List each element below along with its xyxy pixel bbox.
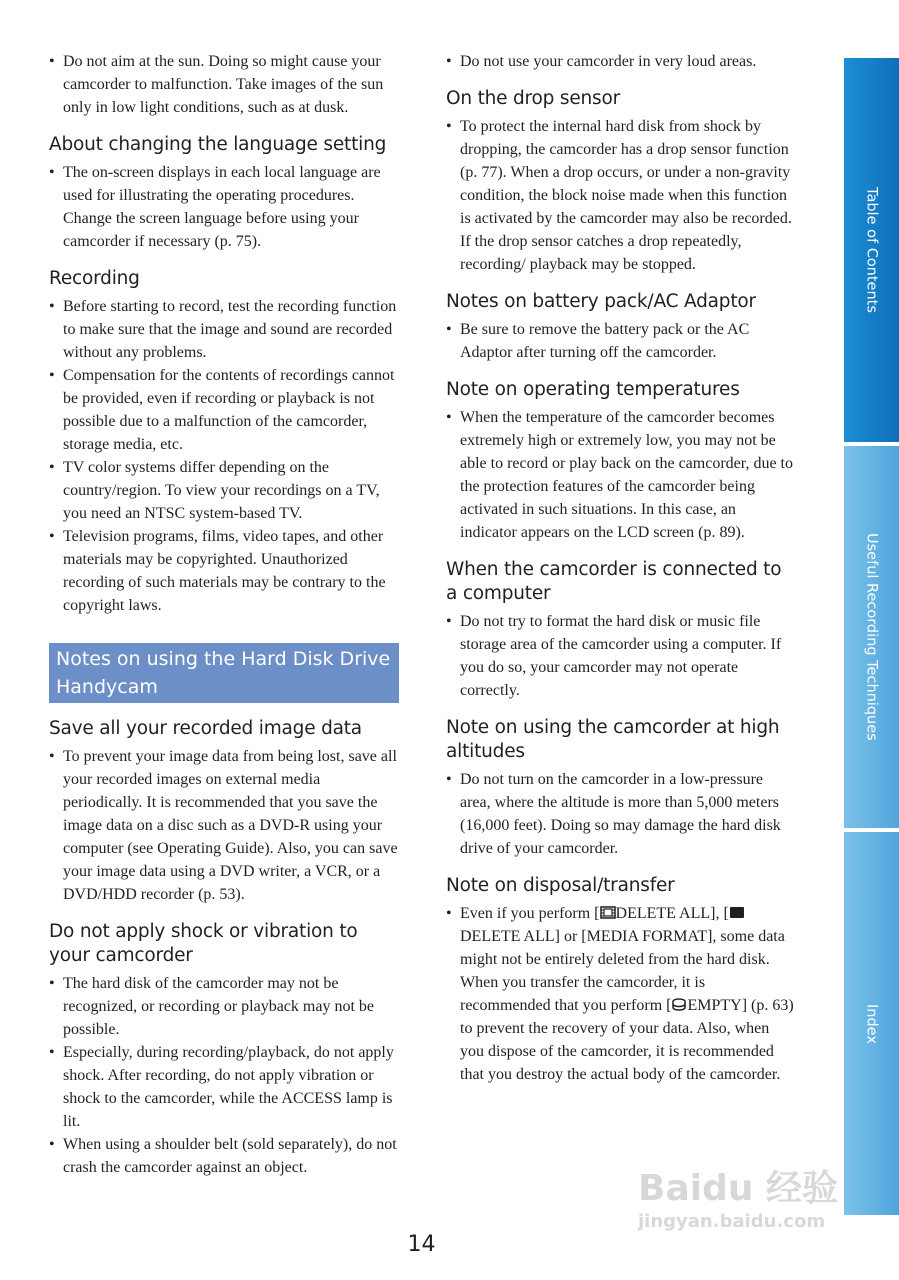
section-heading: Note on using the camcorder at high altitudes (446, 717, 780, 762)
list-item: • To prevent your image data from being lost, save all your recorded images on external media periodically. It is recommended that you save the image data on a disc such as a DVD-R using your computer (see Operating Guide). Also, you can save your image data using a DVD writer, a VCR, or a DVD/HDD recorder (p. 53). (49, 745, 399, 906)
list-item: • The hard disk of the camcorder may not be recognized, or recording or playback may not be possible. (49, 972, 399, 1041)
text: DELETE ALL] or [MEDIA FORMAT], some data might not be entirely deleted from the hard disk. When you transfer the camcorder, it is recommended that you perform [ (460, 928, 785, 1014)
section-heading: Do not apply shock or vibration to your camcorder (49, 921, 358, 966)
text: Even if you perform [ (460, 905, 600, 922)
section-heading: Note on operating temperatures (446, 379, 740, 400)
intro-list (446, 50, 794, 73)
list-item: • Do not use your camcorder in very loud areas. (446, 50, 794, 73)
list-item: • Do not turn on the camcorder in a low-pressure area, where the altitude is more than 5,000 meters (16,000 feet). Doing so may damage the hard disk drive of your camcorder. (446, 768, 794, 860)
tab-table-of-contents[interactable] (844, 58, 899, 442)
section (49, 267, 399, 617)
list-item (446, 902, 794, 1086)
section-disposal (446, 874, 794, 1086)
list-item: • TV color systems differ depending on the country/region. To view your recordings on a TV, you need an NTSC system-based TV. (49, 456, 399, 525)
sections-right (446, 87, 794, 860)
hdd-icon (671, 998, 687, 1011)
intro-list (49, 50, 399, 119)
watermark (638, 1160, 838, 1232)
sections-top (49, 133, 399, 617)
tab-label: Index (863, 1003, 880, 1044)
section (49, 920, 399, 1179)
section (446, 87, 794, 276)
section-heading: Recording (49, 268, 140, 289)
tab-useful-recording-techniques[interactable] (844, 446, 899, 828)
section-heading: On the drop sensor (446, 88, 621, 109)
list-item: • Especially, during recording/playback, do not apply shock. After recording, do not apply vibration or shock to the camcorder, while the ACCESS lamp is lit. (49, 1041, 399, 1133)
tab-label: Useful Recording Techniques (863, 533, 880, 741)
list-item: • Do not aim at the sun. Doing so might cause your camcorder to malfunction. Take images of the sun only in low light conditions, such as at dusk. (49, 50, 399, 119)
list-item: • Compensation for the contents of recordings cannot be provided, even if recording or playback is not possible due to a malfunction of the camcorder, storage media, etc. (49, 364, 399, 456)
section (446, 378, 794, 544)
section-heading: Note on disposal/transfer (446, 875, 675, 896)
section (446, 558, 794, 702)
page-number: 14 (407, 1232, 436, 1257)
section-heading: When the camcorder is connected to a computer (446, 559, 782, 604)
photo-icon (729, 906, 745, 919)
list-item: • Do not try to format the hard disk or music file storage area of the camcorder using a computer. If you do so, your camcorder may not operate correctly. (446, 610, 794, 702)
watermark-url: jingyan.baidu.com (638, 1211, 826, 1232)
list-item: • Before starting to record, test the recording function to make sure that the image and sound are recorded without any problems. (49, 295, 399, 364)
list-item: • To protect the internal hard disk from shock by dropping, the camcorder has a drop sensor function (p. 77). When a drop occurs, or under a non-gravity condition, the block noise made when this function is activated by the camcorder may also be recorded. If the drop sensor catches a drop repeatedly, recording/ playback may be stopped. (446, 115, 794, 276)
sections-hdd (49, 717, 399, 1179)
section-heading: Notes on battery pack/AC Adaptor (446, 291, 756, 312)
list-item: • Television programs, films, video tapes, and other materials may be copyrighted. Unauthorized recording of such materials may be contrary to the copyright laws. (49, 525, 399, 617)
section-heading: Save all your recorded image data (49, 718, 362, 739)
list-item: • Be sure to remove the battery pack or the AC Adaptor after turning off the camcorder. (446, 318, 794, 364)
section (49, 133, 399, 253)
list-item: • The on-screen displays in each local language are used for illustrating the operating procedures. Change the screen language before using your camcorder if necessary (p. 75). (49, 161, 399, 253)
section-heading: About changing the language setting (49, 134, 387, 155)
movie-film-icon (600, 906, 616, 919)
list-item: • When the temperature of the camcorder becomes extremely high or extremely low, you may not be able to record or play back on the camcorder, due to the protection features of the camcorder being activated in such situations. In this case, an indicator appears on the LCD screen (p. 89). (446, 406, 794, 544)
list-item: • When using a shoulder belt (sold separately), do not crash the camcorder against an object. (49, 1133, 399, 1179)
section (446, 716, 794, 860)
text: DELETE ALL], [ (615, 905, 729, 922)
left-column (49, 50, 399, 1179)
tab-index[interactable] (844, 832, 899, 1215)
section-banner: Notes on using the Hard Disk Drive Handycam (49, 643, 399, 703)
watermark-logo: Baidu 经验 (638, 1168, 839, 1209)
tab-label: Table of Contents (863, 187, 880, 313)
text: EMPTY] (p. 63) to prevent the recovery of your data. Also, when you dispose of the camcorder, it is recommended that you destroy the actual body of the camcorder. (460, 997, 794, 1083)
section (446, 290, 794, 364)
right-column (446, 50, 794, 1086)
section (49, 717, 399, 906)
